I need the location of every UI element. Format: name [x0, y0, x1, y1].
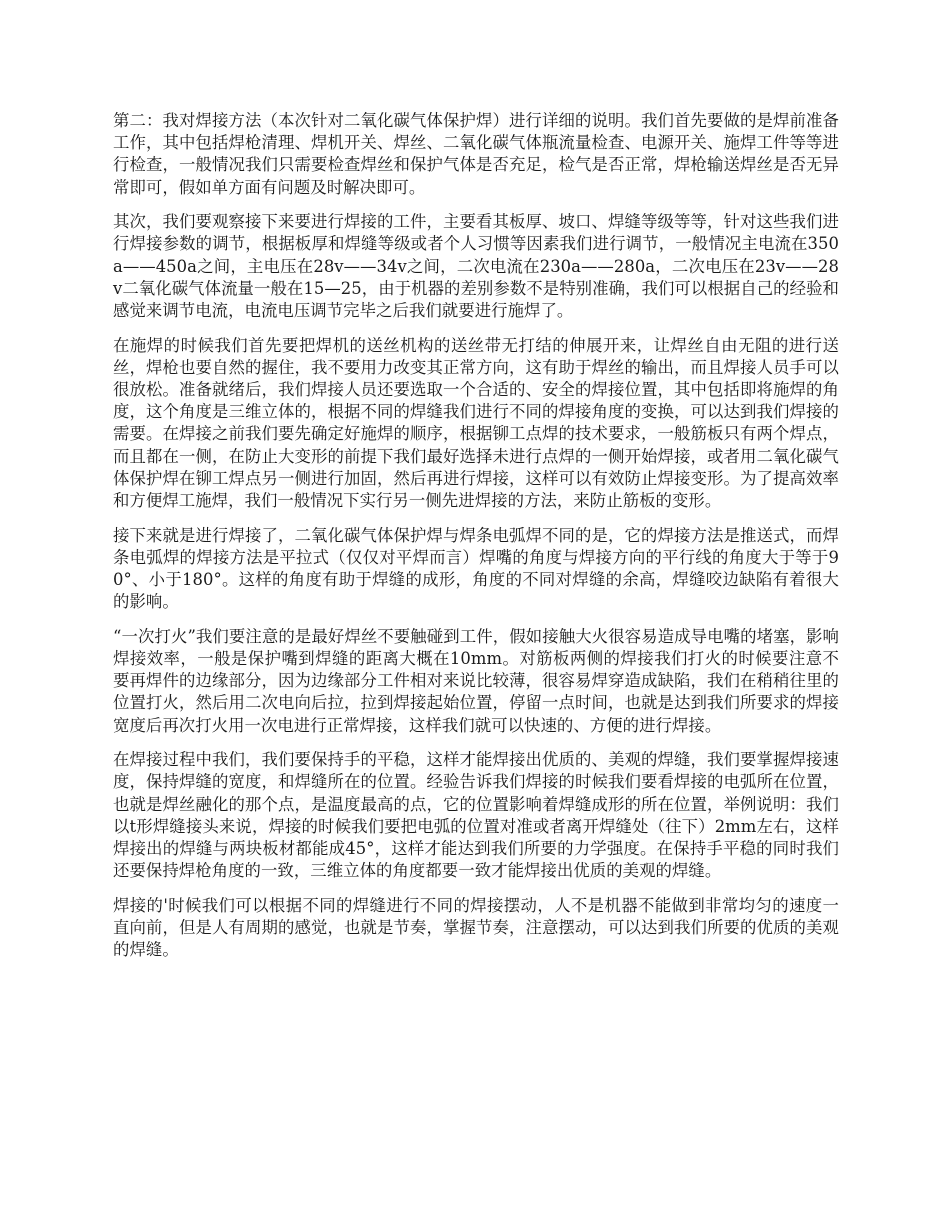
paragraph-parameters: 其次，我们要观察接下来要进行焊接的工件，主要看其板厚、坡口、焊缝等级等等，针对这些我们进行焊接参数的调节，根据板厚和焊缝等级或者个人习惯等因素我们进行调节，一般情况主电流在350a——450a之间，主电压在28v——34v之间，二次电流在230a——280a，二次电压在23v——28v二氧化碳气体流量一般在15—25，由于机器的差别参数不是特别准确，我们可以根据自己的经验和感觉来调节电流，电流电压调节完毕之后我们就要进行施焊了。 — [113, 212, 839, 321]
paragraph-weaving: 焊接的'时候我们可以根据不同的焊缝进行不同的焊接摆动，人不是机器不能做到非常均匀的速度一直向前，但是人有周期的感觉，也就是节奏，掌握节奏，注意摆动，可以达到我们所要的优质的美观的焊缝。 — [113, 895, 839, 960]
paragraph-first-strike: “一次打火”我们要注意的是最好焊丝不要触碰到工件，假如接触大火很容易造成导电嘴的堵塞，影响焊接效率，一般是保护嘴到焊缝的距离大概在10mm。对筋板两侧的焊接我们打火的时候要注意不要再焊件的边缘部分，因为边缘部分工件相对来说比较薄，很容易焊穿造成缺陷，我们在稍稍往里的位置打火，然后用二次电向后拉，拉到焊接起始位置，停留一点时间，也就是达到我们所要求的焊接宽度后再次打火用一次电进行正常焊接，这样我们就可以快速的、方便的进行焊接。 — [113, 626, 839, 735]
paragraph-preparation: 第二：我对焊接方法（本次针对二氧化碳气体保护焊）进行详细的说明。我们首先要做的是焊前准备工作，其中包括焊枪清理、焊机开关、焊丝、二氧化碳气体瓶流量检查、电源开关、施焊工件等等进行检查，一般情况我们只需要检查焊丝和保护气体是否充足，检气是否正常，焊枪输送焊丝是否无异常即可，假如单方面有问题及时解决即可。 — [113, 111, 839, 197]
paragraph-welding-method: 接下来就是进行焊接了，二氧化碳气体保护焊与焊条电弧焊不同的是，它的焊接方法是推送式，而焊条电弧焊的焊接方法是平拉式（仅仅对平焊而言）焊嘴的角度与焊接方向的平行线的角度大于等于90°、小于180°。这样的角度有助于焊缝的成形，角度的不同对焊缝的余高，焊缝咬边缺陷有着很大的影响。 — [113, 525, 839, 612]
paragraph-stability: 在焊接过程中我们，我们要保持手的平稳，这样才能焊接出优质的、美观的焊缝，我们要掌握焊接速度，保持焊缝的宽度，和焊缝所在的位置。经验告诉我们焊接的时候我们要看焊接的电弧所在位置，也就是焊丝融化的那个点，是温度最高的点，它的位置影响着焊缝成形的所在位置，举例说明：我们以t形焊缝接头来说，焊接的时候我们要把电弧的位置对准或者离开焊缝处（往下）2mm左右，这样焊接出的焊缝与两块板材都能成45°，这样才能达到我们所要的力学强度。在保持手平稳的同时我们还要保持焊枪角度的一致，三维立体的角度都要一致才能焊接出优质的美观的焊缝。 — [113, 750, 839, 881]
paragraph-positioning: 在施焊的时候我们首先要把焊机的送丝机构的送丝带无打结的伸展开来，让焊丝自由无阻的进行送丝，焊枪也要自然的握住，我不要用力改变其正常方向，这有助于焊丝的输出，而且焊接人员手可以很放松。准备就绪后，我们焊接人员还要选取一个合适的、安全的焊接位置，其中包括即将施焊的角度，这个角度是三维立体的，根据不同的焊缝我们进行不同的焊接角度的变换，可以达到我们焊接的需要。在焊接之前我们要先确定好施焊的顺序，根据铆工点焊的技术要求，一般筋板只有两个焊点，而且都在一侧，在防止大变形的前提下我们最好选择未进行点焊的一侧开始焊接，或者用二氧化碳气体保护焊在铆工焊点另一侧进行加固，然后再进行焊接，这样可以有效防止焊接变形。为了提高效率和方便焊工施焊，我们一般情况下实行另一侧先进焊接的方法，来防止筋板的变形。 — [113, 335, 839, 511]
document-body — [113, 110, 839, 974]
